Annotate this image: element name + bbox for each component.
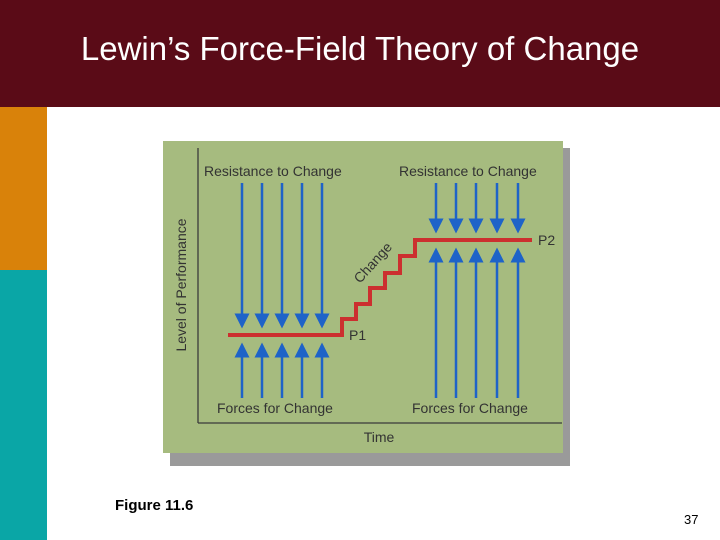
y-axis-label: Level of Performance xyxy=(173,218,189,352)
slide-title: Lewin’s Force-Field Theory of Change xyxy=(80,30,640,67)
figure-caption: Figure 11.6 xyxy=(115,497,194,514)
forces-label-right: Forces for Change xyxy=(412,400,528,416)
p2-label: P2 xyxy=(538,232,556,248)
page-number: 37 xyxy=(684,512,699,527)
p1-label: P1 xyxy=(349,327,367,343)
resistance-label-right: Resistance to Change xyxy=(399,163,537,179)
forces-label-left: Forces for Change xyxy=(217,400,333,416)
resistance-label-left: Resistance to Change xyxy=(204,163,342,179)
change-label: Change xyxy=(350,238,396,287)
x-axis-label: Time xyxy=(363,429,395,445)
